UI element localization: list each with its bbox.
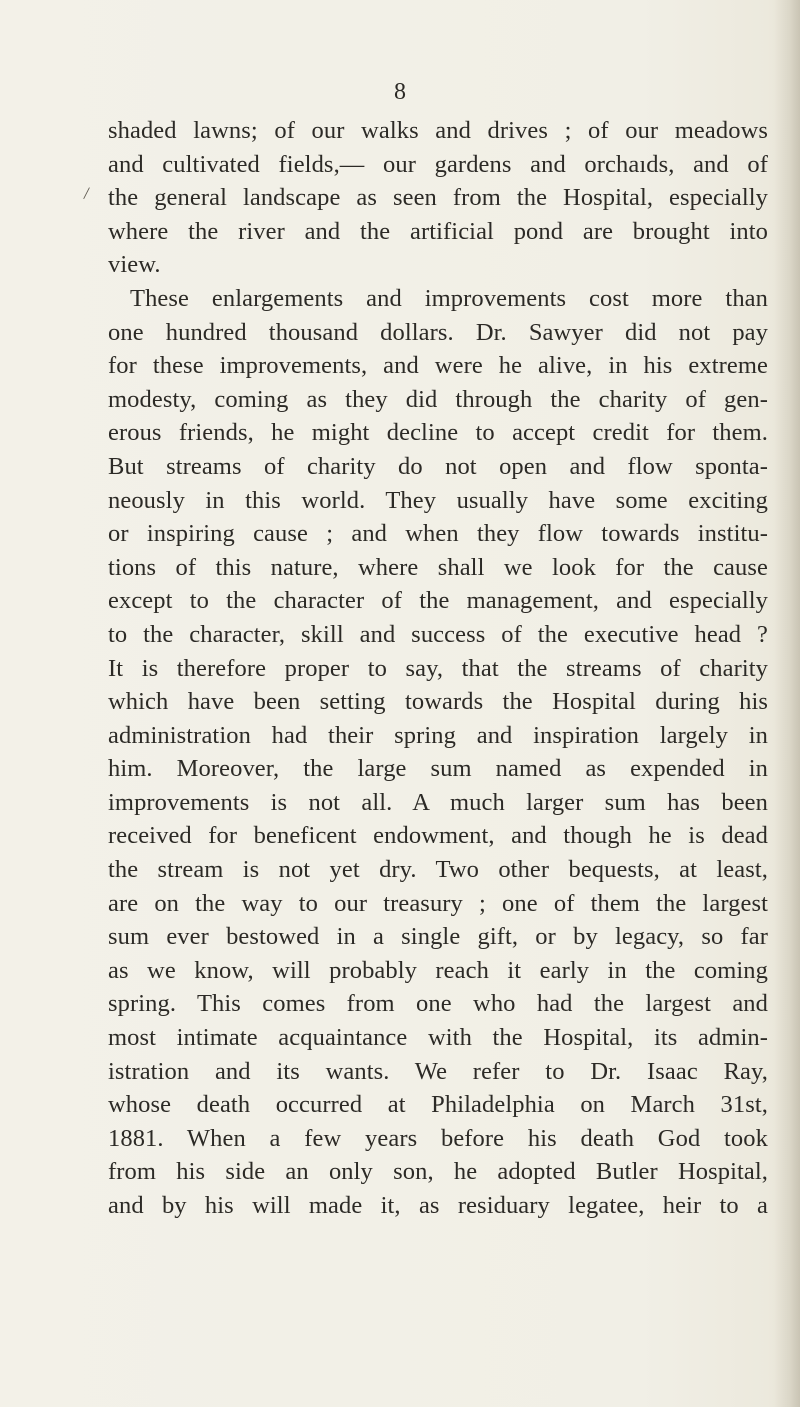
body-text xyxy=(108,114,768,1223)
text-line: the stream is not yet dry. Two other bequests, at least, xyxy=(108,856,768,884)
text-line: improvements is not all. A much larger sum has been xyxy=(108,788,768,816)
text-line: where the river and the artificial pond are brought into xyxy=(108,217,768,245)
text-line: the general landscape as seen from the Hospital, especially xyxy=(108,184,768,212)
text-line: which have been setting towards the Hospital during his xyxy=(108,688,768,716)
text-line: most intimate acquaintance with the Hospital, its admin- xyxy=(108,1024,768,1052)
text-line: These enlargements and improvements cost more than xyxy=(130,284,768,312)
text-line: except to the character of the management, and especially xyxy=(108,587,768,615)
text-line: erous friends, he might decline to accept credit for them. xyxy=(108,419,768,447)
text-line: sum ever bestowed in a single gift, or by legacy, so far xyxy=(108,923,768,951)
text-line: whose death occurred at Philadelphia on March 31st, xyxy=(108,1091,768,1119)
text-line: 1881. When a few years before his death God took xyxy=(108,1124,768,1152)
page-edge-shadow xyxy=(774,0,800,1407)
text-line: for these improvements, and were he alive, in his extreme xyxy=(108,352,768,380)
margin-mark: / xyxy=(82,182,91,204)
text-line: spring. This comes from one who had the largest and xyxy=(108,990,768,1018)
page-number: 8 xyxy=(394,79,406,105)
text-line: to the character, skill and success of the executive head ? xyxy=(108,620,768,648)
text-line: or inspiring cause ; and when they flow towards institu- xyxy=(108,520,768,548)
text-line: view. xyxy=(108,251,161,279)
text-line: and cultivated fields,— our gardens and orchaıds, and of xyxy=(108,150,768,178)
text-line: modesty, coming as they did through the charity of gen- xyxy=(108,385,768,413)
text-line: received for beneficent endowment, and though he is dead xyxy=(108,822,768,850)
text-line: as we know, will probably reach it early in the coming xyxy=(108,956,768,984)
text-line: and by his will made it, as residuary legatee, heir to a xyxy=(108,1192,768,1219)
text-line: shaded lawns; of our walks and drives ; of our meadows xyxy=(108,117,768,144)
text-line: istration and its wants. We refer to Dr. Isaac Ray, xyxy=(108,1057,768,1085)
text-line: him. Moreover, the large sum named as expended in xyxy=(108,755,768,783)
text-line: are on the way to our treasury ; one of them the largest xyxy=(108,889,768,917)
text-line: from his side an only son, he adopted Butler Hospital, xyxy=(108,1158,768,1186)
text-line: neously in this world. They usually have some exciting xyxy=(108,486,768,514)
text-line: It is therefore proper to say, that the streams of charity xyxy=(108,654,768,682)
text-line: one hundred thousand dollars. Dr. Sawyer did not pay xyxy=(108,318,768,346)
text-line: But streams of charity do not open and flow sponta- xyxy=(108,452,768,480)
text-line: tions of this nature, where shall we look for the cause xyxy=(108,553,768,581)
text-line: administration had their spring and inspiration largely in xyxy=(108,721,768,749)
